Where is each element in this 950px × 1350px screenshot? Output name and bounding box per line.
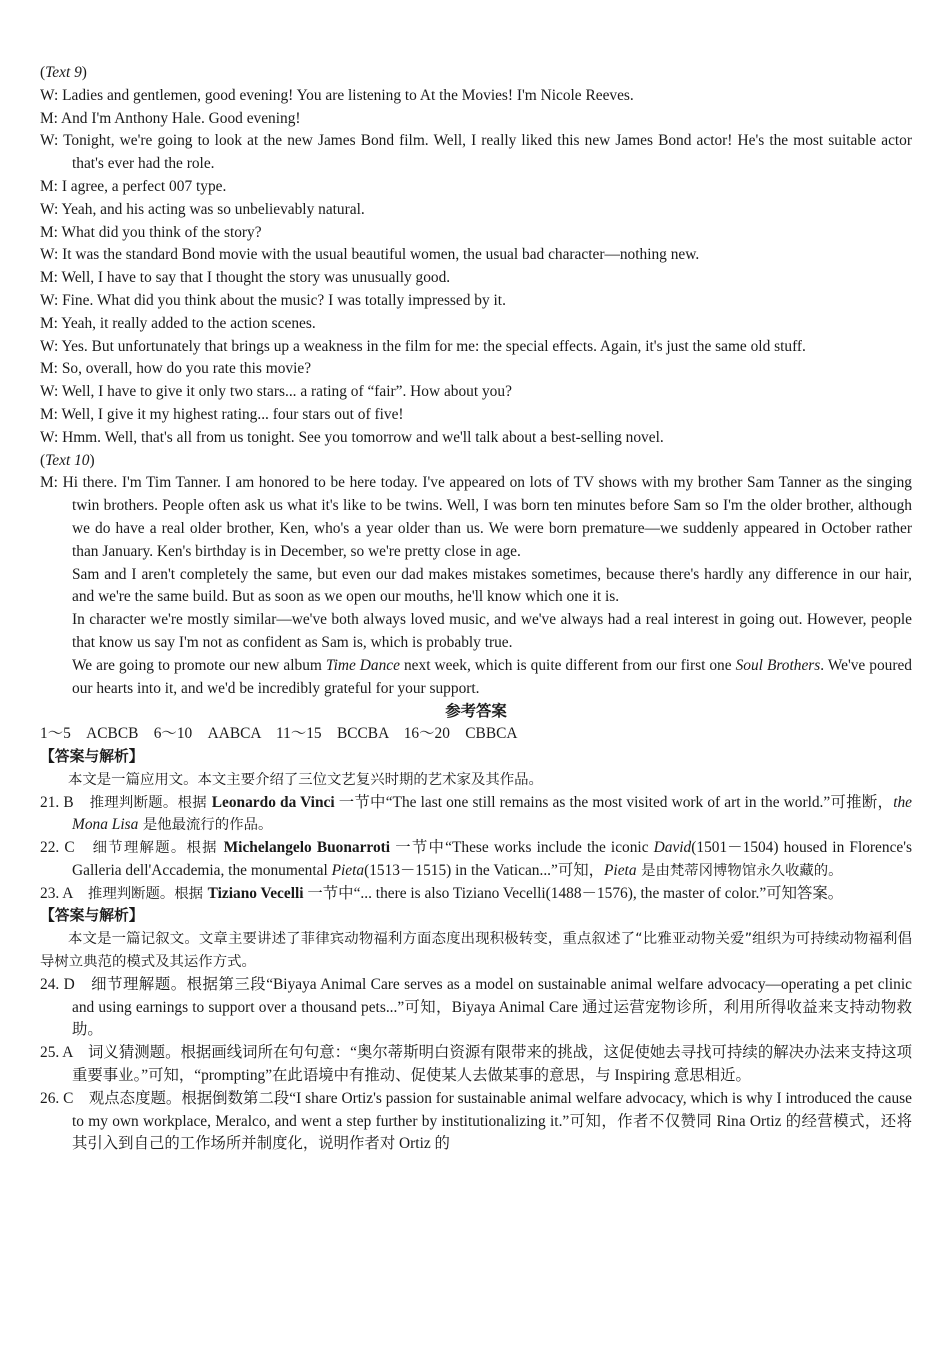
dialogue-line — [40, 336, 912, 359]
dialogue-line — [40, 199, 912, 222]
speaker-label: M: — [40, 109, 58, 127]
dialogue-text: It was the standard Bond movie with the usual beautiful women, the usual bad character—nothing new. — [62, 246, 700, 264]
speaker-label: W: — [40, 291, 59, 309]
question-25-explanation: 25. A 词义猜测题。根据画线词所在句句意：“奥尔蒂斯明白资源有限带来的挑战，这促使她去寻找可持续的解决办法来支持这项重要事业。”可知，“prompting”在此语境中有推动、促使某人去做某事的意思，与 Inspiring 意思相近。 — [40, 1044, 912, 1085]
dialogue-line — [40, 290, 912, 313]
speaker-label: W: — [40, 428, 59, 446]
section-1-intro: 本文是一篇应用文。本文主要介绍了三位文艺复兴时期的艺术家及其作品。 — [68, 771, 543, 788]
text9-dialogue — [40, 85, 912, 450]
question-22-explanation: 22. C 细节理解题。根据 Michelangelo Buonarroti 一节中“These works include the iconic David(1501－1504) housed in Florence's Galleria dell'Accademia, the monumental Pieta(1513－1515) in the Vatican...”可知，Pieta 是由梵蒂冈博物馆永久收藏的。 — [40, 839, 912, 879]
speaker-label: W: — [40, 246, 59, 264]
explanation-section-2 — [40, 905, 912, 1156]
speaker-label: W: — [40, 86, 59, 104]
text10-paragraph-4: We are going to promote our new album Time Dance next week, which is quite different from our first one Soul Brothers. We've poured our hearts into it, and we'd be incredibly grateful for your support. — [72, 656, 912, 697]
dialogue-text: Fine. What did you think about the music? I was totally impressed by it. — [62, 291, 506, 309]
speaker-label: W: — [40, 200, 59, 218]
dialogue-line — [40, 358, 912, 381]
dialogue-line — [40, 130, 912, 176]
text10-paragraph-1: M: Hi there. I'm Tim Tanner. I am honored to be here today. I've appeared on lots of TV shows with my brother Sam Tanner as the singing twin brothers. People often ask us what it's like to be twins. Well, I was born ten minutes before Sam so I'm the older brother, although we do have a real older brother, Ken, who's a year older than us. We were born premature—we suddenly appeared in October rather than January. Ken's birthday is in December, so we're pretty close in age. — [40, 474, 912, 560]
text9-label: (Text 9) — [40, 64, 87, 81]
dialogue-line — [40, 244, 912, 267]
dialogue-line — [40, 427, 912, 450]
dialogue-text: Hmm. Well, that's all from us tonight. See you tomorrow and we'll talk about a best-selling novel. — [62, 428, 664, 446]
dialogue-line — [40, 313, 912, 336]
speaker-label: M: — [40, 314, 58, 332]
answer-key-title: 参考答案 — [445, 702, 507, 721]
dialogue-text: Well, I give it my highest rating... four stars out of five! — [61, 405, 404, 423]
dialogue-text: What did you think of the story? — [61, 223, 262, 241]
speaker-label: M: — [40, 360, 58, 378]
speaker-label: M: — [40, 177, 58, 195]
dialogue-line — [40, 176, 912, 199]
question-21-explanation: 21. B 推理判断题。根据 Leonardo da Vinci 一节中“The last one still remains as the most visited work of art in the world.”可推断，the Mona Lisa 是他最流行的作品。 — [40, 793, 912, 834]
text10-section — [40, 450, 912, 701]
dialogue-text: Well, I have to say that I thought the story was unusually good. — [61, 269, 451, 287]
speaker-label: W: — [40, 337, 59, 355]
dialogue-line — [40, 222, 912, 245]
dialogue-text: So, overall, how do you rate this movie? — [61, 360, 312, 378]
dialogue-text: Ladies and gentlemen, good evening! You are listening to At the Movies! I'm Nicole Reeves. — [62, 86, 634, 104]
dialogue-line — [40, 404, 912, 427]
question-26-explanation: 26. C 观点态度题。根据倒数第二段“I share Ortiz's passion for sustainable animal welfare advocacy, which is why I introduced the cause to my own workplace, Meralco, and went a step further by institutionalizing it.”可知，作者不仅赞同 Rina Ortiz 的经营模式，还将其引入到自己的工作场所并制度化，说明作者对 Ortiz 的 — [40, 1089, 912, 1153]
speaker-label: W: — [40, 383, 59, 401]
dialogue-text: And I'm Anthony Hale. Good evening! — [60, 109, 301, 127]
speaker-label: W: — [40, 132, 59, 150]
section-1-heading: 【答案与解析】 — [40, 747, 144, 765]
dialogue-text: Tonight, we're going to look at the new James Bond film. Well, I really liked this new James Bond actor! He's the most suitable actor that's ever had the role. — [63, 132, 912, 173]
speaker-label: M: — [40, 269, 58, 287]
dialogue-text: Well, I have to give it only two stars... a rating of “fair”. How about you? — [61, 383, 512, 401]
section-2-heading: 【答案与解析】 — [40, 907, 144, 925]
text10-label: (Text 10) — [40, 451, 95, 469]
dialogue-text: Yeah, and his acting was so unbelievably natural. — [61, 200, 365, 218]
question-23-explanation: 23. A 推理判断题。根据 Tiziano Vecelli 一节中“... there is also Tiziano Vecelli(1488－1576), the master of color.”可知答案。 — [40, 884, 844, 902]
text9-section — [40, 62, 912, 450]
speaker-label: M: — [40, 223, 58, 241]
dialogue-text: Yes. But unfortunately that brings up a weakness in the film for me: the special effects. Again, it's just the same old stuff. — [61, 337, 806, 355]
speaker-label: M: — [40, 405, 58, 423]
dialogue-line — [40, 85, 912, 108]
dialogue-line — [40, 381, 912, 404]
section-2-intro: 本文是一篇记叙文。文章主要讲述了菲律宾动物福利方面态度出现积极转变，重点叙述了“比雅亚动物关爱”组织为可持续动物福利倡导树立典范的模式及其运作方式。 — [40, 931, 912, 971]
question-24-explanation: 24. D 细节理解题。根据第三段“Biyaya Animal Care serves as a model on sustainable animal welfare advocacy—operating a pet clinic and using earnings to support over a thousand pets...”可知，Biyaya Animal Care 通过运营宠物诊所，利用所得收益来支持动物救助。 — [40, 975, 912, 1039]
explanation-section-1 — [40, 746, 912, 906]
answer-key-line: 1～5 ACBCB 6～10 AABCA 11～15 BCCBA 16～20 CBBCA — [40, 725, 518, 743]
dialogue-line — [40, 108, 912, 131]
text10-paragraph-3: In character we're mostly similar—we've both always loved music, and we've always had a real interest in going out. However, people that know us say I'm not as confident as Sam is, which is probably true. — [72, 611, 912, 651]
text10-paragraph-2: Sam and I aren't completely the same, but even our dad makes mistakes sometimes, because there's hardly any difference in our hair, and we're the same build. But as soon as we open our mouths, he'll know which one it is. — [72, 565, 912, 606]
dialogue-text: I agree, a perfect 007 type. — [61, 177, 227, 195]
dialogue-line — [40, 267, 912, 290]
dialogue-text: Yeah, it really added to the action scenes. — [61, 314, 316, 332]
